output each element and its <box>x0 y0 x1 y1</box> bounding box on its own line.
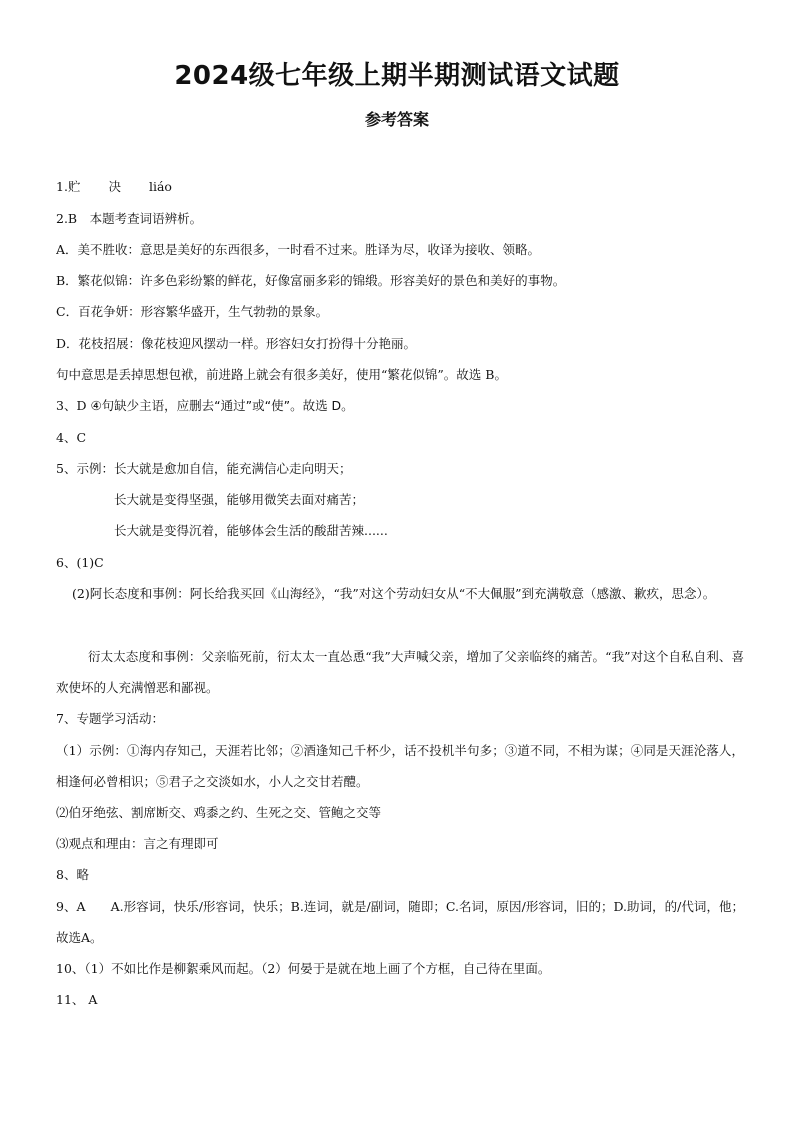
answer-2-option-d: D．花枝招展：像花枝迎风摆动一样。形容妇女打扮得十分艳丽。 <box>56 336 417 351</box>
answer-3-explanation: ④句缺少主语，应删去“通过”或“使”。故选 D。 <box>90 398 354 413</box>
answer-7-part-1: （1）示例：①海内存知己，天涯若比邻；②酒逢知己千杯少，话不投机半句多；③道不同，不相为谋；④同是天涯沦落人，相逢何必曾相识；⑤君子之交淡如水，小人之交甘若醴。 <box>56 743 744 789</box>
answer-6-part-3: 衍太太态度和事例：父亲临死前，衍太太一直怂恿“我”大声喊父亲，增加了父亲临终的痛苦。“我”对这个自私自利、喜欢使坏的人充满憎恶和鄙视。 <box>56 649 744 695</box>
page-title: 2024级七年级上期半期测试语文试题 <box>174 61 620 91</box>
answer-1 <box>56 178 746 196</box>
answer-1-part-b: 决 <box>108 179 121 194</box>
answer-4: 4、C <box>56 430 87 445</box>
answer-11: 11、 A <box>56 992 98 1007</box>
answer-6-part-2: (2)阿长态度和事例：阿长给我买回《山海经》，“我”对这个劳动妇女从“不大佩服”到充满敬意（感激、歉疚，思念）。 <box>72 586 716 601</box>
answer-2-option-b: B．繁花似锦：许多色彩纷繁的鲜花，好像富丽多彩的锦缎。形容美好的景色和美好的事物。 <box>56 273 566 288</box>
answer-8: 8、略 <box>56 867 89 882</box>
answer-3 <box>56 397 746 415</box>
answer-2-conclusion: 句中意思是丢掉思想包袱，前进路上就会有很多美好，使用“繁花似锦”。故选 B。 <box>56 367 507 382</box>
answer-1-part-c: liáo <box>148 179 172 194</box>
answer-10: 10、（1）不如比作是柳絮乘风而起。（2）何晏于是就在地上画了个方框，自己待在里面。 <box>56 961 551 976</box>
answer-9: 9、A A.形容词，快乐/形容词，快乐；B.连词，就是/副词，随即；C.名词，原因/形容词，旧的；D.助词，的/代词，他；故选A。 <box>56 899 744 945</box>
answer-7-heading: 7、专题学习活动： <box>56 711 164 726</box>
answer-2-option-a: A．美不胜收：意思是美好的东西很多，一时看不过来。胜译为尽，收译为接收、领略。 <box>56 242 541 257</box>
answer-7-part-3: ⑶观点和理由：言之有理即可 <box>56 836 219 851</box>
page-subtitle: 参考答案 <box>364 110 429 129</box>
answer-3-label: 3、D <box>56 398 91 413</box>
answer-2-heading: 2.B 本题考查词语辨析。 <box>56 211 203 226</box>
answer-5-example-3: 长大就是变得沉着，能够体会生活的酸甜苦辣...... <box>114 523 388 538</box>
answer-7-part-2: ⑵伯牙绝弦、割席断交、鸡黍之约、生死之交、管鲍之交等 <box>56 805 382 820</box>
answer-5-example-1: 5、示例：长大就是愈加自信，能充满信心走向明天； <box>56 461 352 476</box>
answer-5-example-2: 长大就是变得坚强，能够用微笑去面对痛苦； <box>114 492 365 507</box>
answer-2-option-c: C．百花争妍：形容繁华盛开，生气勃勃的景象。 <box>56 304 329 319</box>
answer-1-number: 1. <box>56 179 68 194</box>
answer-1-part-a: 贮 <box>67 179 81 194</box>
answer-6-part-1: 6、(1)C <box>56 555 104 570</box>
